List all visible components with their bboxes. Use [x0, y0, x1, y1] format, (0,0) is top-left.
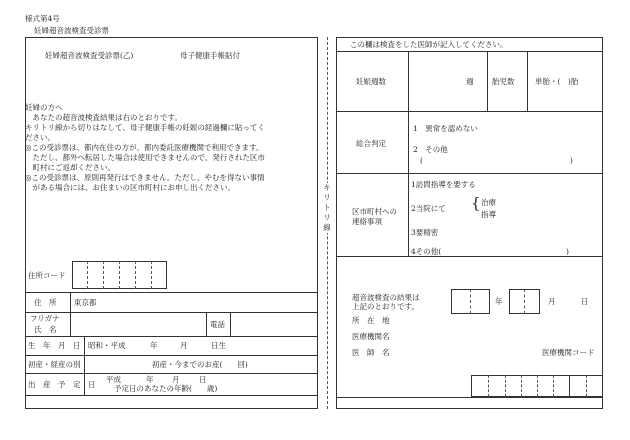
judgment-option-other[interactable]: 2 その他 — [413, 145, 448, 154]
liaison-label-line1: 区市町村への — [352, 207, 397, 216]
brace-symbol: { — [471, 194, 481, 212]
fetus-count-label: 胎児数 — [492, 77, 515, 86]
year-unit: 年 — [495, 297, 503, 306]
birth-day: 日生 — [211, 341, 226, 350]
doctor-note: この欄は検査をした医師が記入してください。 — [350, 40, 508, 49]
parity-value: 初産・今までのお産( 回) — [152, 360, 248, 369]
due-month: 月 — [172, 375, 180, 384]
facility-code-label: 医療機関コード — [542, 348, 595, 357]
result-line1: 超音波検査の結果は — [352, 293, 420, 302]
address-label: 住 所 — [34, 298, 57, 307]
day-unit: 日 — [581, 297, 589, 306]
liaison-treatment[interactable]: 治療 — [481, 198, 496, 207]
furigana-label: フリガナ — [30, 314, 60, 323]
location-label: 所 在 地 — [352, 316, 390, 325]
judgment-option-normal[interactable]: 1 異常を認めない — [413, 124, 478, 133]
birth-era: 昭和・平成 — [88, 341, 126, 350]
result-line2: 上記のとおりです。 — [352, 302, 419, 311]
birth-label: 生 年 月 日 — [28, 341, 81, 350]
handbook-note: 母子健康手帳貼付 — [180, 51, 240, 60]
form-title: 妊婦超音波検査受診票 — [34, 26, 109, 35]
address-code-label: 住所コード — [28, 271, 66, 280]
due-age: 予定日のあなたの年齢( 歳) — [114, 384, 218, 393]
doctor-name-label: 医 師 名 — [352, 348, 390, 357]
due-year: 年 — [146, 375, 154, 384]
single-twin-field: 単胎・( )胎 — [535, 77, 579, 86]
birth-year: 年 — [150, 341, 158, 350]
liaison-guidance[interactable]: 指導 — [481, 210, 496, 219]
form-number: 様式第4号 — [25, 14, 60, 23]
instructions-notes: 妊婦の方へ あなたの超音波検査結果は右のとおりです。 キリトリ線から切りはなして、母子健康手帳の妊娠の経過欄に貼ってく ださい。 ◎この受診票は、都内在住の方が、都内委託医療機関で利用できます。 ただし、都外へ転居した場合は使用できませんので、発行された区市 町村にご返却ください。 ◎この受診票は、原則再発行はできません。ただし、やむを得ない事情 がある場合には、お住まいの区市町村にお申し出ください。 — [25, 103, 265, 192]
liaison-option-other[interactable]: 4その他( — [411, 247, 442, 256]
name-label: 氏 名 — [34, 325, 57, 334]
liaison-option-detail[interactable]: 3要精密 — [411, 228, 439, 237]
judgment-label: 総合判定 — [356, 139, 386, 148]
liaison-option-visit[interactable]: 1訪問指導を要する — [411, 180, 476, 189]
voucher-left-border — [25, 37, 318, 409]
gestation-label: 妊娠週数 — [356, 77, 386, 86]
weeks-unit: 週 — [466, 77, 474, 86]
month-unit: 月 — [548, 297, 556, 306]
address-value[interactable]: 東京都 — [74, 298, 97, 307]
voucher-title: 妊婦超音波検査受診票(乙) — [45, 51, 134, 60]
birth-month: 月 — [180, 341, 188, 350]
due-era: 平成 — [106, 375, 121, 384]
judgment-paren-close: ) — [570, 156, 573, 165]
phone-label: 電話 — [210, 320, 225, 329]
liaison-option-clinic[interactable]: 2当院にて — [411, 204, 446, 213]
cut-line-label: キリトリ線 — [321, 183, 333, 233]
due-day: 日 — [199, 375, 207, 384]
liaison-paren-close: ) — [566, 247, 569, 256]
facility-name-label: 医療機関名 — [352, 332, 390, 341]
liaison-label-line2: 連絡事項 — [352, 217, 382, 226]
due-label: 出 産 予 定 日 — [28, 380, 96, 389]
judgment-paren-open: ( — [420, 156, 423, 165]
parity-label: 初産・経産の別 — [28, 360, 81, 369]
